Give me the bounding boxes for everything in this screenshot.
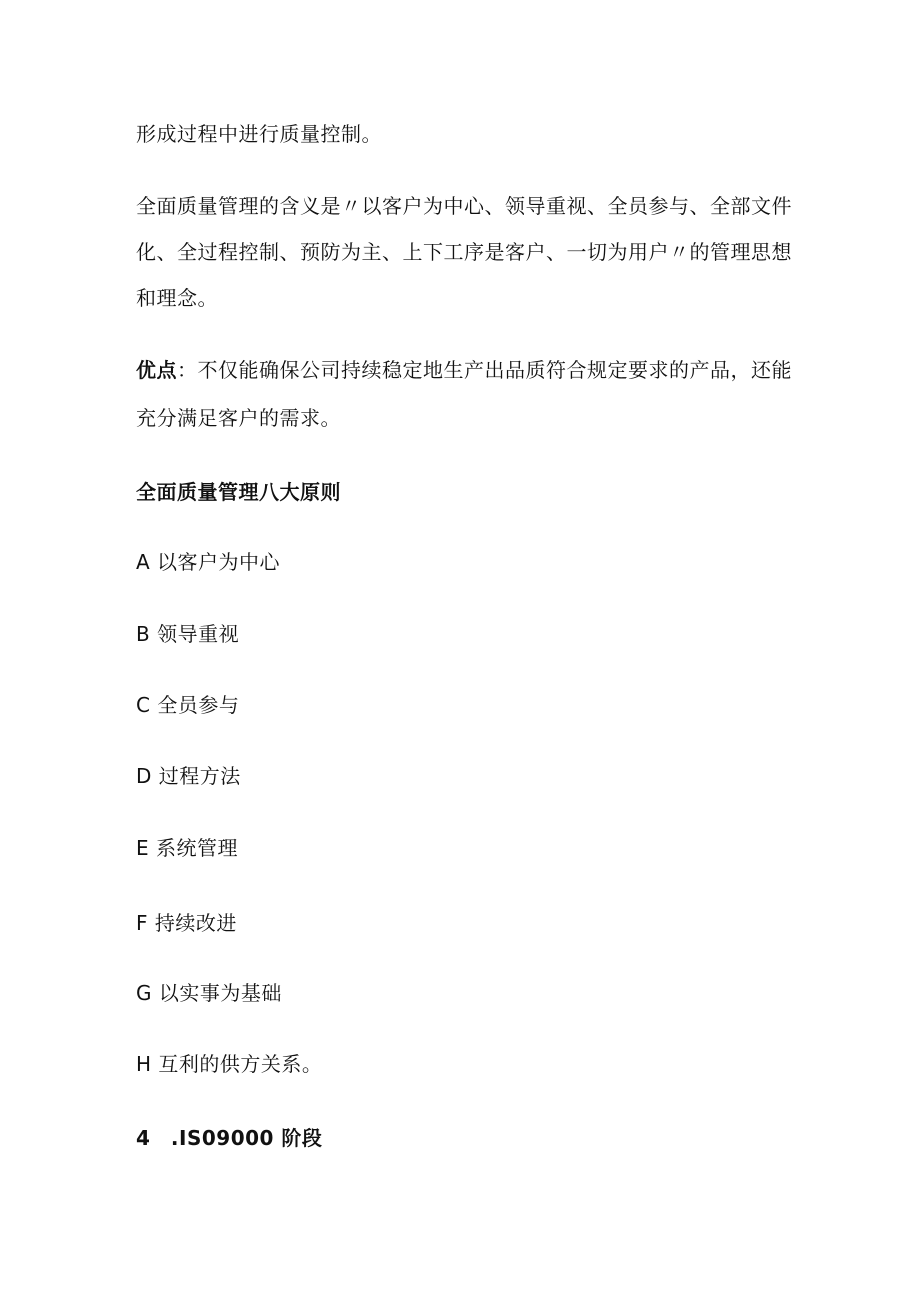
section-heading-iso9000: 4 .IS09000 阶段 [136,1126,323,1150]
paragraph-quality-control: 形成过程中进行质量控制。 [136,122,382,146]
principle-item-b: B 领导重视 [136,622,240,646]
principles-heading: 全面质量管理八大原则 [136,480,341,504]
advantage-label: 优点 [136,358,177,382]
principle-item-c: C 全员参与 [136,693,240,717]
principle-item-a: A 以客户为中心 [136,550,281,574]
advantage-text: ：不仅能确保公司持续稳定地生产出品质符合规定要求的产品，还能 [177,358,792,382]
paragraph-advantage-line-1 [136,356,792,384]
principle-item-e: E 系统管理 [136,836,238,860]
paragraph-advantage-line-2: 充分满足客户的需求。 [136,406,341,430]
principle-item-g: G 以实事为基础 [136,981,282,1005]
principle-item-h: H 互利的供方关系。 [136,1052,323,1076]
paragraph-tqm-definition-line-1: 全面质量管理的含义是〃以客户为中心、领导重视、全员参与、全部文件 [136,194,792,218]
principle-item-f: F 持续改进 [136,911,237,935]
principle-item-d: D 过程方法 [136,764,241,788]
paragraph-tqm-definition-line-2: 化、全过程控制、预防为主、上下工序是客户、一切为用户〃的管理思想 [136,240,792,264]
paragraph-tqm-definition-line-3: 和理念。 [136,286,218,310]
